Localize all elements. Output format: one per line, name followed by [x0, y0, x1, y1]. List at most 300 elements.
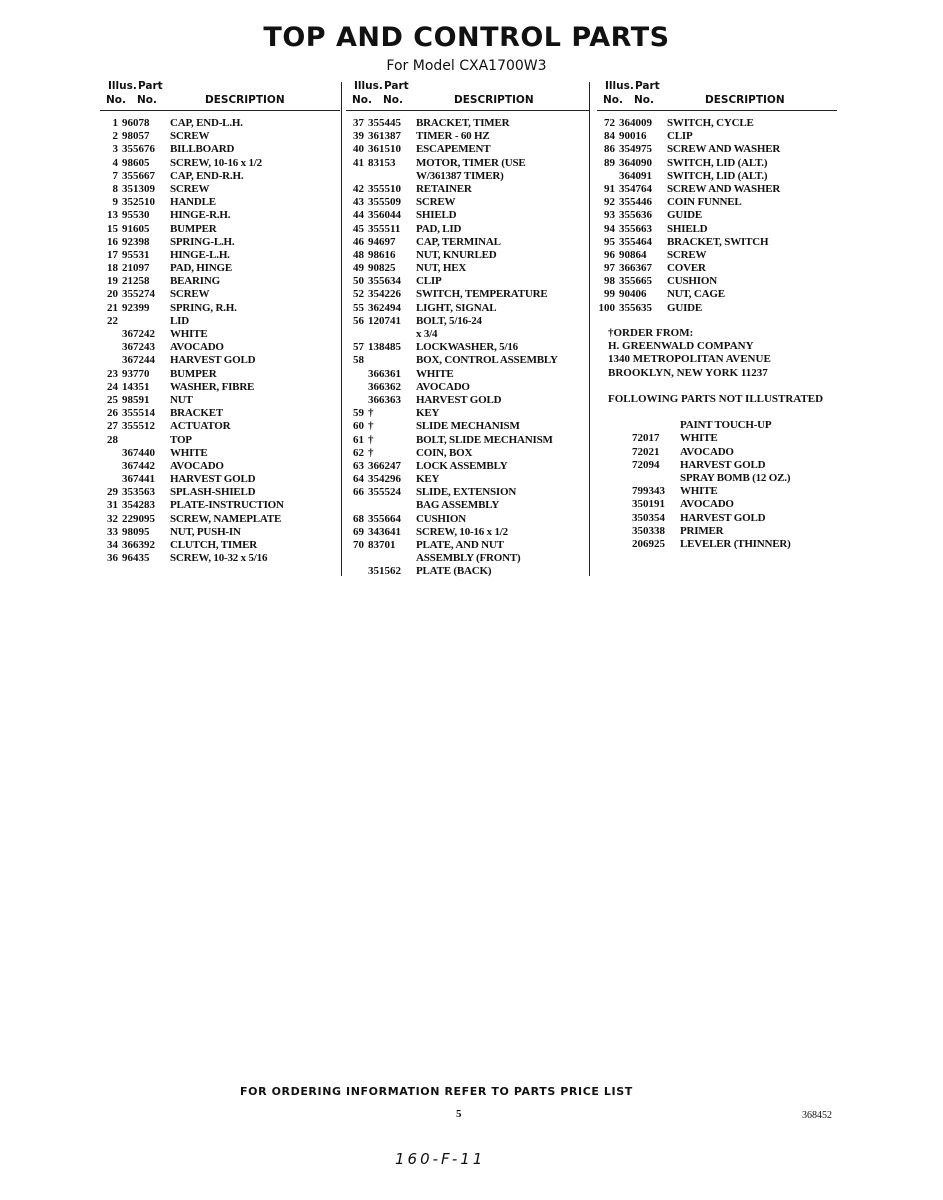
part-description: SLIDE MECHANISM: [416, 420, 520, 433]
part-description: WHITE: [170, 446, 208, 459]
table-row: [100, 275, 340, 288]
part-number: 355511: [368, 222, 401, 235]
table-row: [597, 117, 837, 130]
part-description: ACTUATOR: [170, 420, 231, 433]
part-description: PAD, HINGE: [170, 262, 232, 275]
part-number: 138485: [368, 341, 401, 354]
part-number: 367440: [122, 446, 155, 459]
part-number: 354296: [368, 473, 401, 486]
illus-number: [346, 368, 368, 381]
illus-number: 45: [353, 222, 364, 235]
table-row: [346, 460, 589, 473]
part-number: 355663: [619, 222, 652, 235]
part-description: SHIELD: [667, 222, 708, 235]
table-row: [100, 209, 340, 222]
header-row-2: [597, 94, 837, 110]
illus-number: 40: [353, 143, 364, 156]
table-row: [346, 526, 589, 539]
part-number: 343641: [368, 525, 401, 538]
part-description: LIGHT, SIGNAL: [416, 301, 497, 314]
illus-number: 2: [112, 130, 118, 143]
table-row: [100, 447, 340, 460]
table-row: [346, 513, 589, 526]
part-description: AVOCADO: [680, 445, 734, 458]
table-row: [100, 341, 340, 354]
table-row: [100, 302, 340, 315]
part-description: SPRING-L.H.: [170, 235, 235, 248]
illus-number: 96: [604, 248, 615, 261]
part-number: 350354: [632, 511, 665, 524]
part-description: LOCKWASHER, 5/16: [416, 341, 518, 354]
part-number: 92398: [122, 235, 150, 248]
part-number: 355445: [368, 117, 401, 129]
part-number: †: [368, 433, 374, 446]
part-number: 94697: [368, 235, 396, 248]
part-number: 355664: [368, 512, 401, 525]
part-description: CAP, END-R.H.: [170, 169, 244, 182]
table-row: [346, 236, 589, 249]
table-row: [608, 525, 823, 538]
part-description: BOX, CONTROL ASSEMBLY: [416, 354, 558, 367]
part-description: NUT, KNURLED: [416, 248, 497, 261]
part-description: SCREW, 10-16 x 1/2: [416, 525, 508, 538]
illus-number: [597, 170, 619, 183]
illus-number: [346, 499, 368, 512]
table-row: [100, 328, 340, 341]
part-description: GUIDE: [667, 209, 703, 222]
part-number: †: [368, 420, 374, 433]
illus-number: 58: [353, 354, 364, 367]
order-from-line: 1340 METROPOLITAN AVENUE: [608, 353, 771, 366]
illus-number: 18: [107, 262, 118, 275]
part-number: 362494: [368, 301, 401, 314]
illus-number: 41: [353, 156, 364, 169]
part-header: Part: [138, 80, 163, 92]
part-number: 351309: [122, 182, 155, 195]
illus-number: 19: [107, 275, 118, 288]
part-description: PAD, LID: [416, 222, 462, 235]
part-number: 367243: [122, 341, 155, 354]
part-description: SWITCH, TEMPERATURE: [416, 288, 548, 301]
page-number: 5: [456, 1108, 462, 1120]
illus-number: 29: [107, 486, 118, 499]
part-number: 355512: [122, 420, 155, 433]
part-number: 72094: [632, 458, 660, 471]
illus-header: Illus.: [354, 80, 383, 92]
illus-number: 32: [107, 512, 118, 525]
part-description: MOTOR, TIMER (USE: [416, 156, 526, 169]
table-row: [346, 315, 589, 328]
table-row: [608, 472, 823, 485]
part-number: 95530: [122, 209, 150, 222]
illus-number: 16: [107, 235, 118, 248]
part-number: [368, 552, 416, 565]
table-row: [100, 407, 340, 420]
part-number: 355636: [619, 209, 652, 222]
part-description: TOP: [170, 433, 192, 446]
table-row: [100, 434, 340, 447]
illus-number: [100, 460, 122, 473]
illus-number: 89: [604, 156, 615, 169]
illus-number: 33: [107, 525, 118, 538]
table-row: [100, 499, 340, 512]
table-row: [100, 223, 340, 236]
table-row: [608, 459, 823, 472]
table-row: [100, 526, 340, 539]
table-row: [346, 552, 589, 565]
header-rule: [346, 110, 589, 111]
part-number: 367244: [122, 354, 155, 367]
table-row: [100, 157, 340, 170]
parts-column-2: [346, 80, 589, 579]
part-description: SPRING, R.H.: [170, 301, 237, 314]
illus-no-header: No.: [603, 94, 623, 106]
part-number: 355464: [619, 235, 652, 248]
part-description: HINGE-R.H.: [170, 209, 231, 222]
table-row: [346, 381, 589, 394]
part-no-header: No.: [383, 94, 403, 106]
part-description: SWITCH, LID (ALT.): [667, 156, 768, 169]
table-row: [597, 183, 837, 196]
part-number: 83701: [368, 539, 396, 551]
illus-number: 4: [112, 156, 118, 169]
part-number: 21258: [122, 275, 150, 288]
illus-number: 24: [107, 380, 118, 393]
part-description: GUIDE: [667, 301, 703, 314]
part-description: HARVEST GOLD: [170, 354, 256, 367]
part-number: 361387: [368, 130, 401, 143]
part-description: LID: [170, 314, 189, 327]
column-divider: [341, 82, 342, 576]
table-row: [346, 341, 589, 354]
part-number: 21097: [122, 262, 150, 275]
table-row: [597, 170, 837, 183]
part-number: †: [368, 446, 374, 459]
table-row: [346, 420, 589, 433]
part-number: 354975: [619, 143, 652, 156]
table-row: [346, 473, 589, 486]
illus-number: 48: [353, 248, 364, 261]
order-from-line: H. GREENWALD COMPANY: [608, 340, 754, 353]
illus-number: 56: [353, 314, 364, 327]
illus-number: 97: [604, 262, 615, 275]
table-row: [608, 485, 823, 498]
table-row: [346, 328, 589, 341]
table-row: [608, 432, 823, 445]
table-row: [346, 130, 589, 143]
illus-number: [100, 341, 122, 354]
table-row: [100, 539, 340, 552]
header-row-2: [346, 94, 589, 110]
illus-number: 72: [604, 117, 615, 129]
parts-column-1: [100, 80, 340, 565]
part-number: [122, 315, 170, 328]
part-number: 91605: [122, 222, 150, 235]
part-number: 96078: [122, 117, 150, 129]
illus-number: 70: [353, 539, 364, 551]
part-no-header: No.: [137, 94, 157, 106]
part-number: 355665: [619, 275, 652, 288]
part-number: 356044: [368, 209, 401, 222]
illus-number: 7: [112, 169, 118, 182]
part-description: HARVEST GOLD: [170, 473, 256, 486]
part-number: 364009: [619, 117, 652, 129]
part-description: W/361387 TIMER): [416, 169, 504, 182]
part-description: HARVEST GOLD: [680, 458, 766, 471]
header-rule: [100, 110, 340, 111]
part-number: 229095: [122, 512, 155, 525]
part-number: 92399: [122, 301, 150, 314]
illus-number: 98: [604, 275, 615, 288]
part-number: 799343: [632, 485, 665, 498]
table-row: [346, 394, 589, 407]
part-description: COIN, BOX: [416, 446, 473, 459]
part-number: 95531: [122, 248, 150, 261]
part-description: SCREW AND WASHER: [667, 182, 781, 195]
illus-number: 61: [353, 433, 364, 446]
table-row: [100, 354, 340, 367]
header-row-2: [100, 94, 340, 110]
table-row: [346, 157, 589, 170]
illus-number: [346, 565, 368, 578]
part-description: BUMPER: [170, 367, 217, 380]
table-row: [597, 157, 837, 170]
part-description: AVOCADO: [416, 380, 470, 393]
illus-number: 91: [604, 182, 615, 195]
table-row: [346, 434, 589, 447]
table-row: [608, 446, 823, 459]
part-description: BRACKET, SWITCH: [667, 235, 769, 248]
illus-number: 99: [604, 288, 615, 301]
part-description: NUT: [170, 393, 193, 406]
part-description: COVER: [667, 262, 706, 275]
table-row: [100, 394, 340, 407]
part-number: 367242: [122, 328, 155, 340]
table-row: [346, 354, 589, 367]
table-row: [346, 170, 589, 183]
part-description: AVOCADO: [680, 498, 734, 511]
illus-number: 46: [353, 235, 364, 248]
part-description: WHITE: [680, 485, 718, 498]
part-description: ASSEMBLY (FRONT): [416, 552, 521, 565]
illus-number: 27: [107, 420, 118, 433]
illus-number: 8: [112, 182, 118, 195]
illus-number: [346, 381, 368, 394]
illus-number: 21: [107, 301, 118, 314]
part-description: SLIDE, EXTENSION: [416, 486, 517, 499]
part-number: 98095: [122, 525, 150, 538]
not-illustrated-block: [608, 393, 823, 551]
table-row: [608, 419, 823, 432]
part-number: 90864: [619, 248, 647, 261]
part-number: [368, 328, 416, 341]
part-number: 366361: [368, 367, 401, 380]
part-number: †: [368, 407, 374, 420]
table-row: [346, 183, 589, 196]
order-from-line: BROOKLYN, NEW YORK 11237: [608, 366, 768, 379]
part-number: [608, 419, 680, 432]
illus-number: 95: [604, 235, 615, 248]
table-row: [100, 552, 340, 565]
illus-number: 64: [353, 473, 364, 486]
part-description: TIMER - 60 HZ: [416, 130, 490, 143]
part-number: [122, 434, 170, 447]
description-header: DESCRIPTION: [205, 94, 285, 106]
ordering-footer: FOR ORDERING INFORMATION REFER TO PARTS PRICE LIST: [240, 1085, 633, 1098]
illus-number: 68: [353, 512, 364, 525]
part-description: SCREW: [416, 196, 456, 209]
parts-column-3: [597, 80, 837, 315]
illus-number: 69: [353, 525, 364, 538]
illus-number: 20: [107, 288, 118, 301]
part-description: AVOCADO: [170, 459, 224, 472]
illus-number: 36: [107, 552, 118, 565]
handwritten-note: 160-F-11: [395, 1150, 486, 1168]
part-description: SWITCH, LID (ALT.): [667, 169, 768, 182]
part-description: COIN FUNNEL: [667, 196, 742, 209]
part-number: 354226: [368, 288, 401, 301]
table-row: [100, 249, 340, 262]
part-description: SHIELD: [416, 209, 457, 222]
part-number: 366367: [619, 262, 652, 275]
illus-number: [346, 170, 368, 183]
table-row: [346, 209, 589, 222]
table-row: [346, 288, 589, 301]
table-row: [346, 407, 589, 420]
illus-number: 31: [107, 499, 118, 512]
table-row: [100, 368, 340, 381]
table-row: [597, 236, 837, 249]
part-description: HINGE-L.H.: [170, 248, 230, 261]
table-row: [346, 499, 589, 512]
illus-number: 49: [353, 262, 364, 275]
illus-number: 22: [107, 314, 118, 327]
part-number: 366362: [368, 380, 401, 393]
table-row: [597, 143, 837, 156]
part-number: 90406: [619, 288, 647, 301]
table-row: [597, 209, 837, 222]
table-row: [597, 302, 837, 315]
illus-number: 25: [107, 393, 118, 406]
part-number: 355509: [368, 196, 401, 209]
part-description: SPRAY BOMB (12 OZ.): [680, 471, 791, 484]
illus-number: [346, 394, 368, 407]
table-row: [597, 262, 837, 275]
table-row: [346, 249, 589, 262]
illus-number: 43: [353, 196, 364, 209]
part-number: 98591: [122, 393, 150, 406]
part-description: SCREW: [170, 182, 210, 195]
part-number: 364091: [619, 169, 652, 182]
description-header: DESCRIPTION: [705, 94, 785, 106]
illus-number: 26: [107, 407, 118, 420]
part-description: BRACKET: [170, 407, 223, 420]
part-number: 98616: [368, 248, 396, 261]
part-description: SCREW, NAMEPLATE: [170, 512, 282, 525]
part-description: KEY: [416, 407, 440, 420]
part-description: CAP, TERMINAL: [416, 235, 501, 248]
illus-number: 62: [353, 446, 364, 459]
column-divider: [589, 82, 590, 576]
illus-number: 13: [107, 209, 118, 222]
part-description: RETAINER: [416, 182, 472, 195]
part-number: 93770: [122, 367, 150, 380]
illus-number: 44: [353, 209, 364, 222]
illus-number: 66: [353, 486, 364, 499]
illus-number: 28: [107, 433, 118, 446]
part-description: NUT, CAGE: [667, 288, 725, 301]
part-number: 90016: [619, 130, 647, 143]
part-number: 90825: [368, 262, 396, 275]
table-row: [346, 447, 589, 460]
table-row: [100, 288, 340, 301]
part-description: NUT, HEX: [416, 262, 467, 275]
table-row: [100, 143, 340, 156]
part-number: 355634: [368, 275, 401, 288]
part-number: 355635: [619, 301, 652, 314]
part-description: KEY: [416, 473, 440, 486]
table-row: [100, 196, 340, 209]
table-row: [100, 315, 340, 328]
part-number: 352510: [122, 196, 155, 209]
part-description: LOCK ASSEMBLY: [416, 459, 508, 472]
table-row: [346, 275, 589, 288]
illus-number: [346, 328, 368, 341]
table-row: [608, 512, 823, 525]
part-number: 98605: [122, 156, 150, 169]
illus-number: 84: [604, 130, 615, 143]
part-number: 98057: [122, 130, 150, 143]
part-description: BILLBOARD: [170, 143, 235, 156]
part-description: CUSHION: [667, 275, 717, 288]
table-row: [597, 249, 837, 262]
illus-number: [346, 552, 368, 565]
part-description: HARVEST GOLD: [680, 511, 766, 524]
table-row: [346, 565, 589, 578]
illus-number: 23: [107, 367, 118, 380]
illus-number: [100, 328, 122, 341]
part-description: HANDLE: [170, 196, 216, 209]
description-header: DESCRIPTION: [454, 94, 534, 106]
part-description: SCREW, 10-32 x 5/16: [170, 552, 268, 565]
part-number: 351562: [368, 565, 401, 578]
illus-number: 1: [112, 117, 118, 129]
part-description: PRIMER: [680, 524, 724, 537]
table-row: [100, 513, 340, 526]
part-number: 366247: [368, 459, 401, 472]
table-row: [597, 223, 837, 236]
header-row-1: [597, 80, 837, 94]
part-description: SCREW, 10-16 x 1/2: [170, 156, 262, 169]
part-description: CUSHION: [416, 512, 466, 525]
part-description: SCREW: [170, 288, 210, 301]
illus-number: 52: [353, 288, 364, 301]
table-row: [597, 288, 837, 301]
part-description: BRACKET, TIMER: [416, 117, 510, 129]
order-from-block: [608, 327, 771, 380]
illus-number: 37: [353, 117, 364, 129]
part-description: CAP, END-L.H.: [170, 117, 243, 129]
part-number: 367441: [122, 473, 155, 486]
part-number: 355676: [122, 143, 155, 156]
illus-number: [100, 354, 122, 367]
part-number: 355524: [368, 486, 401, 499]
illus-number: 50: [353, 275, 364, 288]
table-row: [346, 196, 589, 209]
part-number: 355510: [368, 182, 401, 195]
table-row: [100, 486, 340, 499]
header-row-1: [100, 80, 340, 94]
